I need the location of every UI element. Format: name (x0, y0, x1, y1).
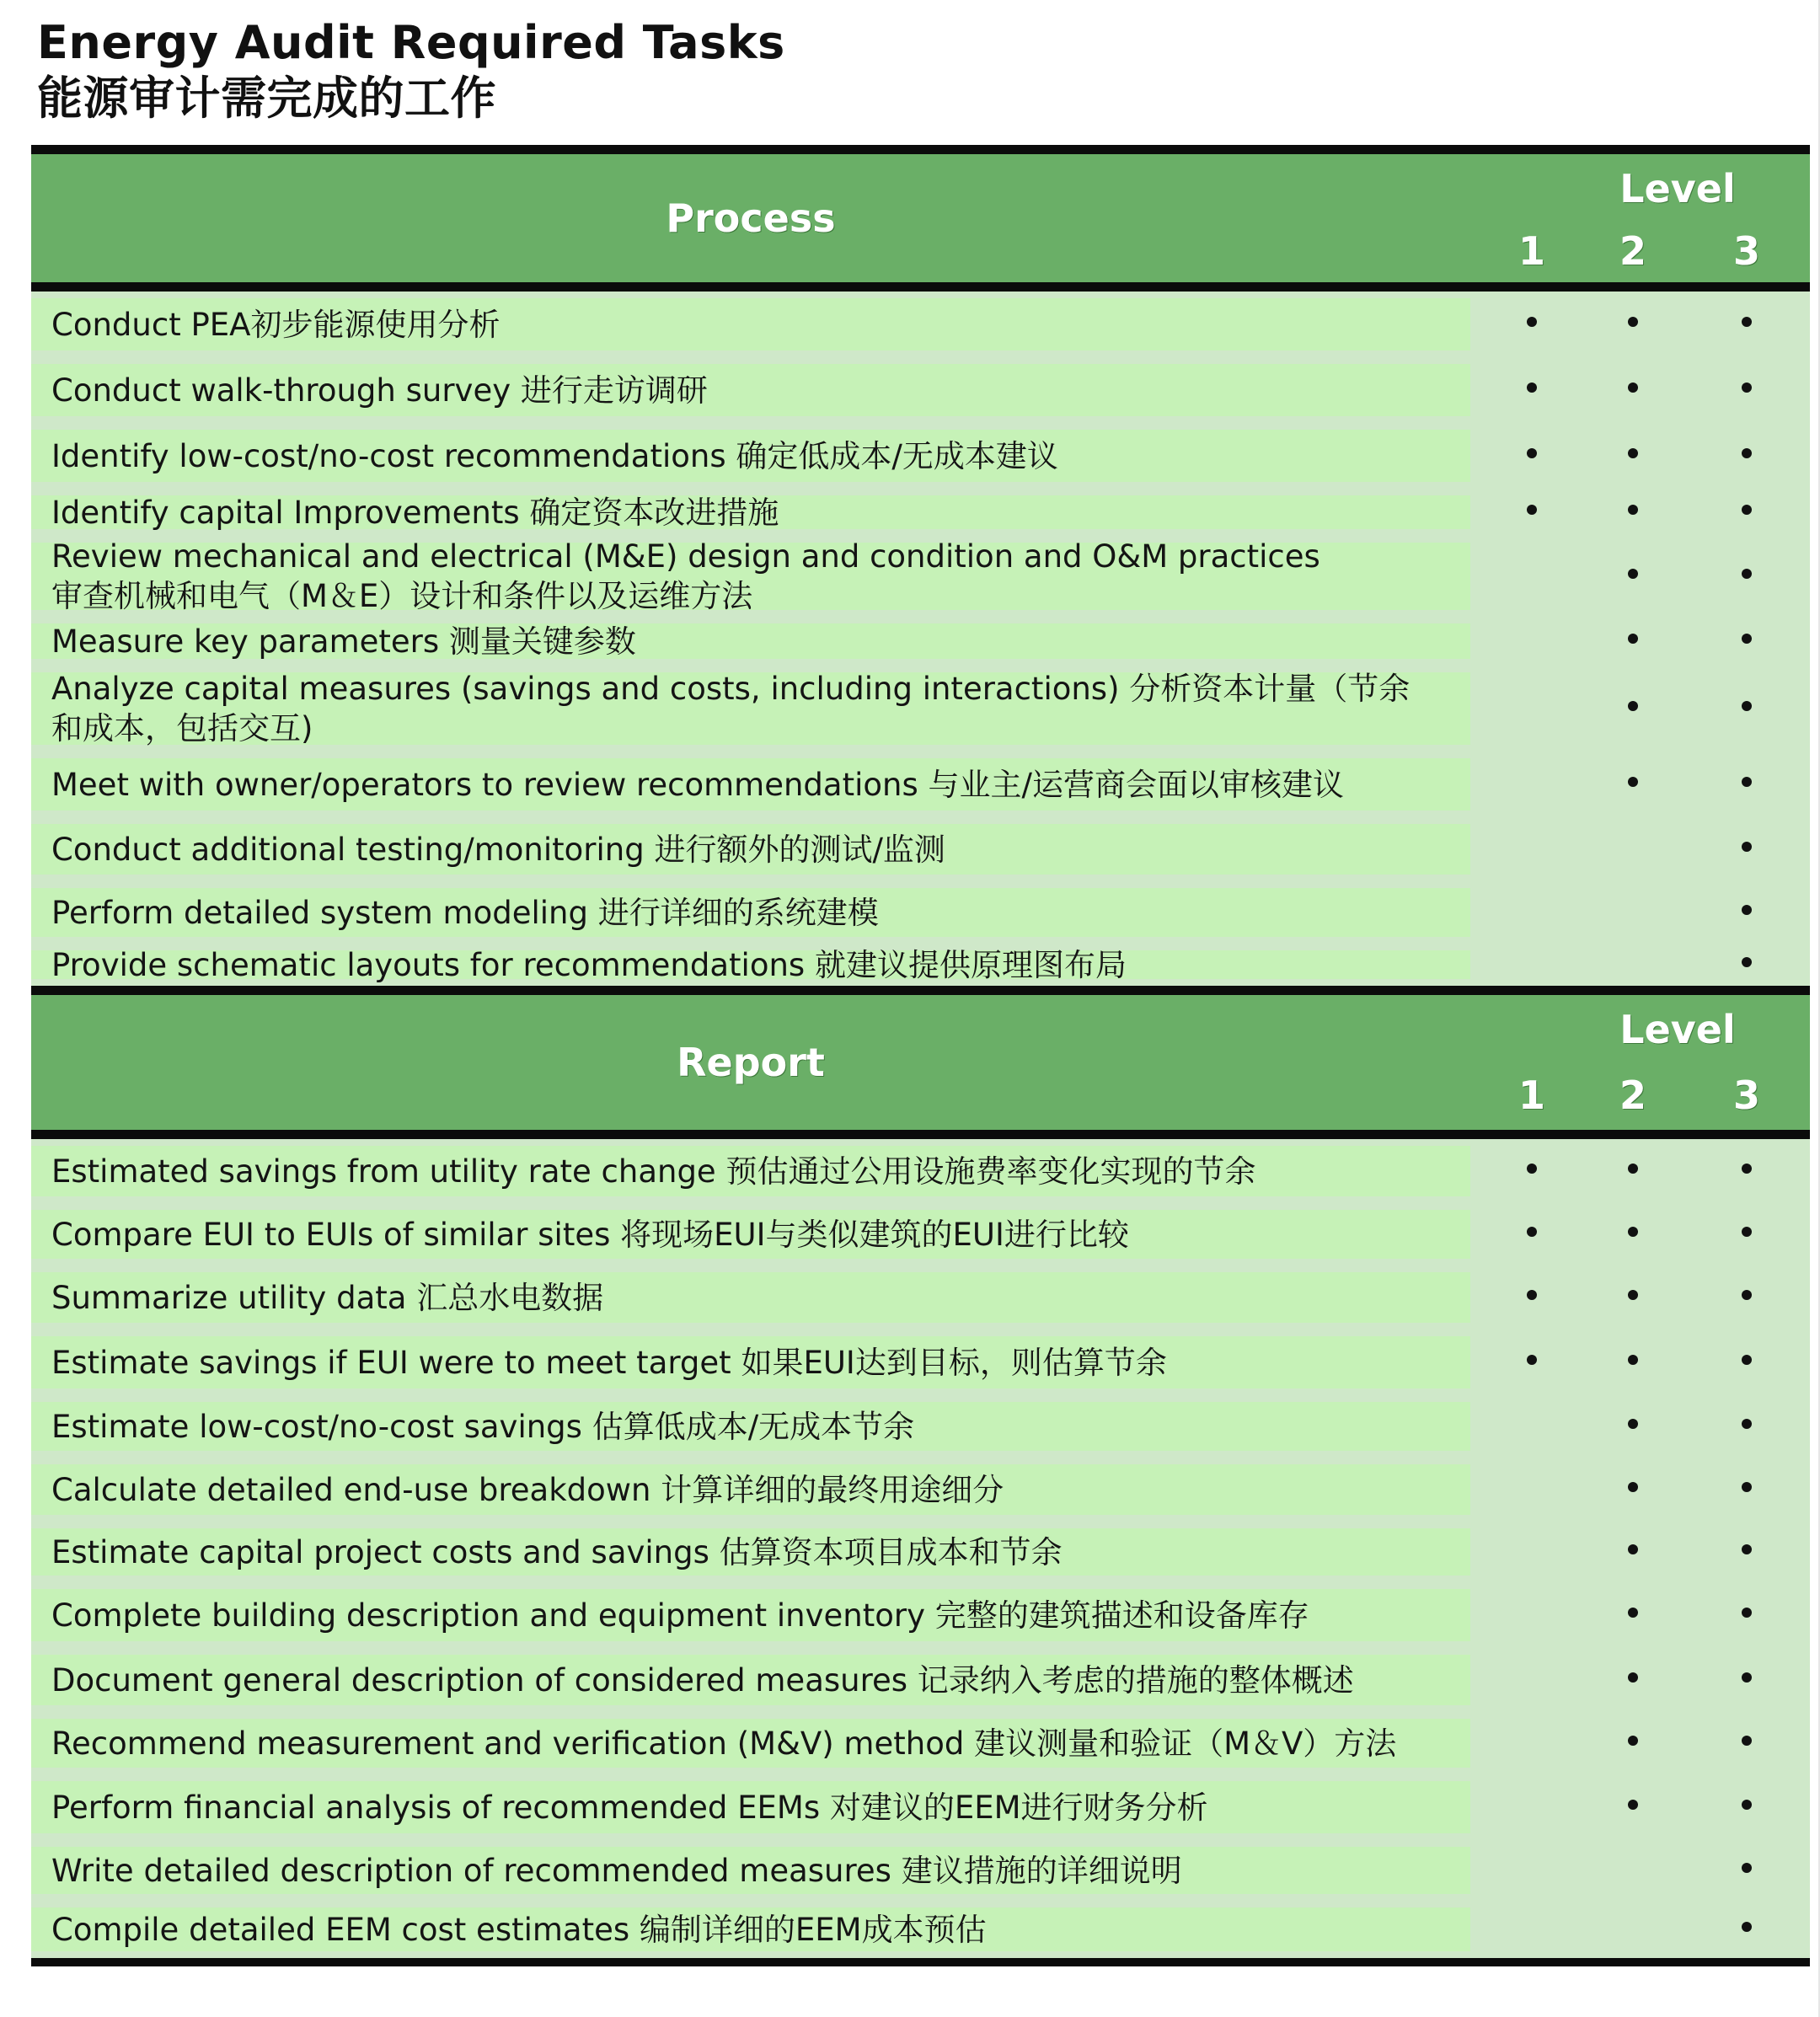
task-label: Analyze capital measures (savings and costs, including interactions) 分析资本计量（节余 (51, 671, 1410, 707)
task-label: Estimated savings from utility rate change 预估通过公用设施费率变化实现的节余 (51, 1153, 1256, 1190)
level-3-dot (1742, 1922, 1752, 1932)
level-3-dot (1742, 1482, 1752, 1492)
task-text-wrap (51, 1215, 1129, 1255)
level-3-dot (1742, 1227, 1752, 1237)
task-row (31, 1139, 1810, 1203)
task-label: Document general description of considered measures 记录纳入考虑的措施的整体概述 (51, 1661, 1354, 1699)
task-row (31, 1265, 1810, 1330)
level-3-dot (1742, 448, 1752, 458)
task-label: Estimate capital project costs and savings 估算资本项目成本和节余 (51, 1533, 1063, 1570)
task-text (51, 1582, 1484, 1648)
task-text-wrap (51, 1407, 914, 1447)
task-text-wrap (51, 1851, 1182, 1891)
level-3-dot (1742, 842, 1752, 852)
task-row (31, 944, 1810, 986)
level-3-dot (1742, 383, 1752, 393)
task-label: Compare EUI to EUIs of similar sites 将现场EUI与类似建筑的EUI进行比较 (51, 1216, 1129, 1253)
level-1-dot (1527, 448, 1537, 458)
task-text (51, 1712, 1484, 1774)
level-3-dot (1742, 957, 1752, 967)
report-bottom-rule (31, 1958, 1810, 1966)
task-label: Conduct walk-through survey 进行走访调研 (51, 372, 708, 409)
task-label: Provide schematic layouts for recommendations 就建议提供原理图布局 (51, 946, 1127, 983)
level-1-dot (1527, 1355, 1537, 1365)
task-text (51, 617, 1484, 666)
level-2-dot (1628, 1290, 1638, 1300)
task-text (51, 1203, 1484, 1265)
report-header-label: Report (677, 1040, 825, 1085)
task-text (51, 357, 1484, 423)
level-2-dot (1628, 383, 1638, 393)
task-label-line2: 和成本，包括交互) (51, 710, 313, 746)
level-1-dot (1527, 505, 1537, 515)
level-3-dot (1742, 1736, 1752, 1746)
level-label: Level (1619, 1007, 1736, 1052)
task-label: Summarize utility data 汇总水电数据 (51, 1279, 604, 1316)
task-text (51, 536, 1484, 617)
task-text-wrap (51, 436, 1058, 476)
task-row (31, 1582, 1810, 1648)
level-2-dot (1628, 448, 1638, 458)
task-row (31, 1522, 1810, 1582)
task-text-wrap (51, 1661, 1354, 1700)
task-text (51, 292, 1484, 357)
level-number-1: 1 (1518, 1073, 1545, 1118)
process-top-rule (31, 145, 1810, 154)
report-header (31, 995, 1810, 1130)
level-1-dot (1527, 317, 1537, 327)
level-2-dot (1628, 634, 1638, 644)
level-1-dot (1527, 1290, 1537, 1300)
level-3-dot (1742, 1608, 1752, 1618)
title-chinese: 能源审计需完成的工作 (37, 72, 496, 125)
task-label: Calculate detailed end-use breakdown 计算详细的最终用途细分 (51, 1471, 1004, 1508)
task-text (51, 489, 1484, 536)
task-text (51, 1840, 1484, 1901)
level-3-dot (1742, 1863, 1752, 1873)
task-label: Identify capital Improvements 确定资本改进措施 (51, 494, 779, 531)
task-text-wrap (51, 1470, 1004, 1510)
level-number-2: 2 (1619, 228, 1646, 274)
task-row (31, 1458, 1810, 1522)
level-2-dot (1628, 569, 1638, 579)
task-text-wrap (51, 537, 1320, 616)
task-label: Estimate savings if EUI were to meet target 如果EUI达到目标，则估算节余 (51, 1344, 1167, 1381)
task-text-wrap (51, 1343, 1167, 1383)
task-row (31, 1395, 1810, 1458)
level-number-3: 3 (1732, 1073, 1760, 1118)
task-text-wrap (51, 1788, 1208, 1827)
process-header-bottom-rule (31, 282, 1810, 292)
task-row (31, 1648, 1810, 1712)
process-header-label: Process (666, 195, 836, 241)
level-3-dot (1742, 1672, 1752, 1683)
level-3-dot (1742, 317, 1752, 327)
task-text-wrap (51, 1533, 1063, 1572)
task-text-wrap (51, 371, 708, 410)
task-label: Recommend measurement and verification (M&V) method 建议测量和验证（M＆V）方法 (51, 1725, 1397, 1762)
task-label: Complete building description and equipment inventory 完整的建筑描述和设备库存 (51, 1597, 1309, 1634)
task-text (51, 752, 1484, 817)
task-text (51, 1139, 1484, 1203)
task-text-wrap (51, 669, 1410, 748)
task-label: Compile detailed EEM cost estimates 编制详细的EEM成本预估 (51, 1911, 987, 1948)
task-text-wrap (51, 945, 1127, 985)
task-text (51, 1522, 1484, 1582)
level-2-dot (1628, 1672, 1638, 1683)
task-label: Perform financial analysis of recommended EEMs 对建议的EEM进行财务分析 (51, 1789, 1208, 1826)
level-3-dot (1742, 1800, 1752, 1810)
task-row (31, 1712, 1810, 1774)
task-text (51, 817, 1484, 881)
level-3-dot (1742, 1290, 1752, 1300)
task-text-wrap (51, 1910, 987, 1950)
task-label: Perform detailed system modeling 进行详细的系统建模 (51, 894, 879, 931)
level-1-dot (1527, 383, 1537, 393)
level-number-2: 2 (1619, 1073, 1646, 1118)
level-3-dot (1742, 1355, 1752, 1365)
task-text (51, 423, 1484, 489)
report-body (31, 1139, 1810, 1958)
level-3-dot (1742, 777, 1752, 787)
task-text (51, 1265, 1484, 1330)
level-3-dot (1742, 569, 1752, 579)
task-text (51, 1395, 1484, 1458)
task-row (31, 617, 1810, 666)
task-text-wrap (51, 1278, 603, 1318)
task-label: Conduct PEA初步能源使用分析 (51, 306, 500, 343)
task-row (31, 292, 1810, 357)
level-3-dot (1742, 1544, 1752, 1554)
task-label: Measure key parameters 测量关键参数 (51, 623, 636, 660)
level-number-1: 1 (1518, 228, 1545, 274)
task-label: Conduct additional testing/monitoring 进行额外的测试/监测 (51, 831, 945, 868)
task-row (31, 1330, 1810, 1395)
level-1-dot (1527, 1164, 1537, 1174)
task-text (51, 666, 1484, 752)
level-2-dot (1628, 505, 1638, 515)
level-2-dot (1628, 1800, 1638, 1810)
task-text (51, 881, 1484, 944)
level-2-dot (1628, 1482, 1638, 1492)
task-text (51, 1458, 1484, 1522)
task-label: Estimate low-cost/no-cost savings 估算低成本/无成本节余 (51, 1408, 915, 1445)
page-title (37, 15, 785, 126)
task-row (31, 423, 1810, 489)
task-label-line2: 审查机械和电气（M＆E）设计和条件以及运维方法 (51, 578, 753, 614)
task-row (31, 1203, 1810, 1265)
task-row (31, 881, 1810, 944)
task-text-wrap (51, 765, 1344, 805)
level-2-dot (1628, 317, 1638, 327)
process-body (31, 292, 1810, 986)
task-text-wrap (51, 1596, 1309, 1635)
level-3-dot (1742, 1419, 1752, 1429)
level-2-dot (1628, 777, 1638, 787)
task-text-wrap (51, 1152, 1255, 1191)
task-row (31, 357, 1810, 423)
task-text-wrap (51, 622, 636, 661)
task-row (31, 1901, 1810, 1958)
report-header-bottom-rule (31, 1130, 1810, 1139)
level-3-dot (1742, 634, 1752, 644)
task-text-wrap (51, 305, 500, 345)
task-text-wrap (51, 493, 779, 532)
level-3-dot (1742, 905, 1752, 915)
task-row (31, 817, 1810, 881)
level-2-dot (1628, 701, 1638, 711)
task-row (31, 752, 1810, 817)
level-2-dot (1628, 1544, 1638, 1554)
level-number-3: 3 (1732, 228, 1760, 274)
level-2-dot (1628, 1736, 1638, 1746)
task-label: Meet with owner/operators to review recommendations 与业主/运营商会面以审核建议 (51, 766, 1344, 803)
task-row (31, 536, 1810, 617)
task-text-wrap (51, 1724, 1396, 1763)
task-label: Review mechanical and electrical (M&E) design and condition and O&M practices (51, 538, 1320, 575)
title-english: Energy Audit Required Tasks (37, 16, 785, 69)
task-text (51, 1330, 1484, 1395)
level-2-dot (1628, 1164, 1638, 1174)
report-top-rule (31, 986, 1810, 995)
task-row (31, 1774, 1810, 1840)
process-header (31, 154, 1810, 282)
task-text (51, 1901, 1484, 1958)
task-row (31, 1840, 1810, 1901)
task-row (31, 489, 1810, 536)
task-text-wrap (51, 830, 945, 869)
task-label: Identify low-cost/no-cost recommendations 确定低成本/无成本建议 (51, 437, 1058, 474)
task-text (51, 944, 1484, 986)
level-3-dot (1742, 1164, 1752, 1174)
level-2-dot (1628, 1227, 1638, 1237)
task-text (51, 1774, 1484, 1840)
level-2-dot (1628, 1355, 1638, 1365)
level-label: Level (1619, 166, 1736, 211)
level-2-dot (1628, 1419, 1638, 1429)
level-3-dot (1742, 701, 1752, 711)
level-1-dot (1527, 1227, 1537, 1237)
task-label: Write detailed description of recommended measures 建议措施的详细说明 (51, 1852, 1182, 1889)
level-2-dot (1628, 1608, 1638, 1618)
task-row (31, 666, 1810, 752)
task-text (51, 1648, 1484, 1712)
task-text-wrap (51, 893, 879, 933)
level-3-dot (1742, 505, 1752, 515)
